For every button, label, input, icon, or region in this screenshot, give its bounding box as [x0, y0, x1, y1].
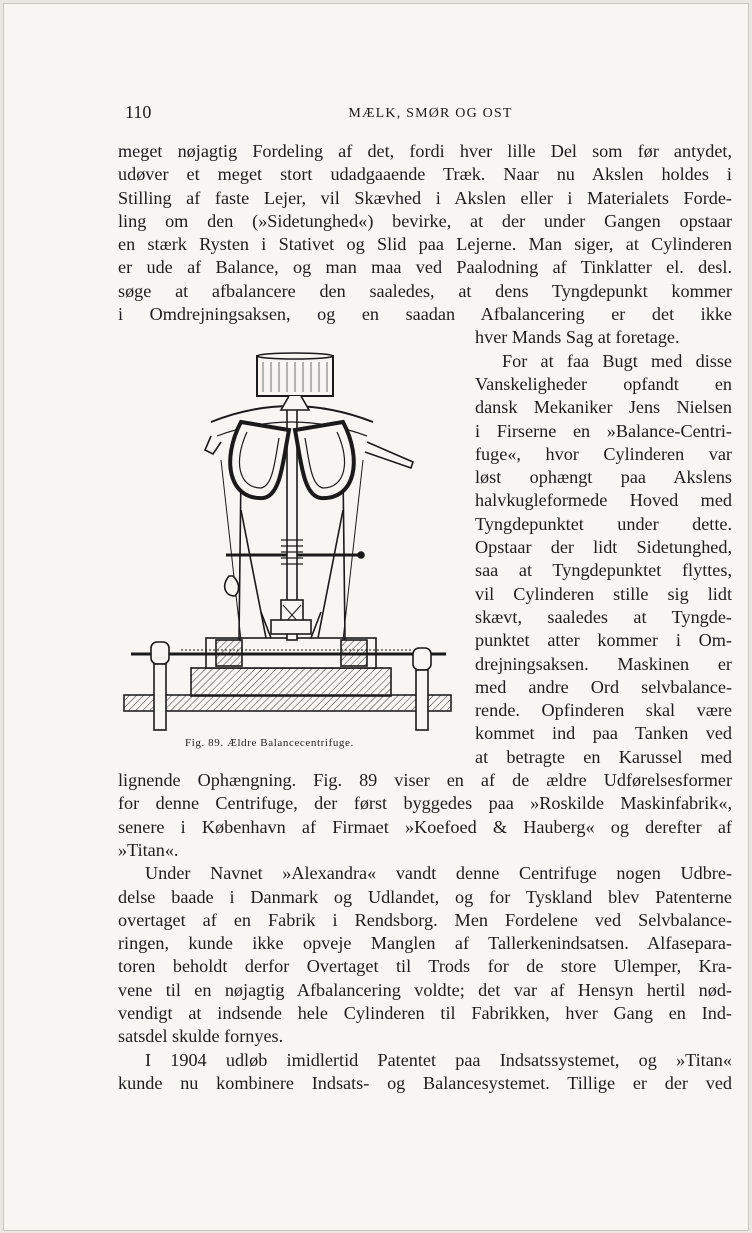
- text-line: Vanskeligheder opfandt en: [475, 373, 732, 394]
- text-line: I 1904 udløb imidlertid Patentet paa Indsatssystemet, og »Titan«: [145, 1049, 732, 1070]
- text-line: Stilling af faste Lejer, vil Skævhed i Akslen eller i Materialets Forde-: [118, 187, 732, 208]
- text-line: dansk Mekaniker Jens Nielsen: [475, 397, 732, 418]
- text-line: med andre Ord selvbalance-: [475, 676, 732, 697]
- text-line: fuge«, hvor Cylinderen var: [475, 443, 732, 464]
- text-line: skævt, saaledes at Tyngde-: [475, 606, 732, 627]
- text-line: Under Navnet »Alexandra« vandt denne Centrifuge nogen Udbre-: [145, 863, 732, 884]
- text-line: i Omdrejningsaksen, og en saadan Afbalancering er det ikke: [118, 304, 732, 325]
- text-line: i Firserne en »Balance-Centri-: [475, 420, 732, 441]
- text-line: punktet atter kommer i Om-: [475, 630, 732, 651]
- page-header: [125, 102, 736, 126]
- text-line: hver Mands Sag at foretage.: [475, 327, 680, 348]
- text-line: en stærk Rysten i Stativet og Slid paa Lejerne. Man siger, at Cylinderen: [118, 234, 732, 255]
- text-line: toren beholdt derfor Overtaget til Trods for de store Ulemper, Kra-: [118, 956, 732, 977]
- text-line: »Titan«.: [118, 839, 179, 860]
- text-line: rende. Opfinderen skal være: [475, 700, 732, 721]
- text-line: delse baade i Danmark og Udlandet, og for Tyskland blev Patenterne: [118, 886, 732, 907]
- figure-caption: Fig. 89. Ældre Balancecentrifuge.: [185, 737, 354, 749]
- running-title: MÆLK, SMØR OG OST: [348, 106, 513, 121]
- text-line: søge at afbalancere den saaledes, at dens Tyngdepunkt kommer: [118, 280, 732, 301]
- text-line: udøver et meget stort udadgaaende Træk. Naar nu Akslen holdes i: [118, 164, 732, 185]
- text-line: For at faa Bugt med disse: [502, 350, 732, 371]
- text-line: Opstaar der lidt Sidetunghed,: [475, 537, 732, 558]
- text-line: kommet ind paa Tanken ved: [475, 723, 732, 744]
- body-text: [118, 140, 732, 1095]
- text-line: for denne Centrifuge, der først byggedes paa »Roskilde Maskinfabrik«,: [118, 793, 732, 814]
- text-line: løst ophængt paa Akslens: [475, 467, 732, 488]
- text-line: er ude af Balance, og man maa ved Paalodning af Tinklatter el. desl.: [118, 257, 732, 278]
- text-line: drejningsaksen. Maskinen er: [475, 653, 732, 674]
- text-line: lignende Ophængning. Fig. 89 viser en af de ældre Udførelsesformer: [118, 770, 732, 791]
- text-line: ling om den (»Sidetunghed«) bevirke, at der under Gangen opstaar: [118, 210, 732, 231]
- text-line: saa at Tyngdepunktet flyttes,: [475, 560, 732, 581]
- text-line: overtaget af en Fabrik i Rendsborg. Men Fordelene ved Selvbalance-: [118, 909, 732, 930]
- text-line: Tyngdepunktet under dette.: [475, 513, 732, 534]
- text-line: meget nøjagtig Fordeling af det, fordi hver lille Del som før antydet,: [118, 141, 732, 161]
- text-line: vil Cylinderen stille sig lidt: [475, 583, 732, 604]
- text-line: satsdel skulde fornyes.: [118, 1026, 284, 1047]
- page-number: 110: [125, 102, 152, 122]
- text-line: vene til en nøjagtig Afbalancering voldte; det var af Hensyn hertil nød-: [118, 979, 732, 1000]
- text-line: halvkugleformede Hoved med: [475, 490, 732, 511]
- text-line: at betragte en Karussel med: [475, 746, 732, 767]
- text-line: kunde nu kombinere Indsats- og Balancesystemet. Tillige er der ved: [118, 1072, 732, 1093]
- text-line: ringen, kunde ikke opveje Manglen af Tallerkenindsatsen. Alfasepara-: [118, 933, 732, 954]
- text-line: vendigt at indsende hele Cylinderen til Fabrikken, hver Gang en Ind-: [118, 1002, 732, 1023]
- text-line: senere i København af Firmaet »Koefoed & Hauberg« og derefter af: [118, 816, 732, 837]
